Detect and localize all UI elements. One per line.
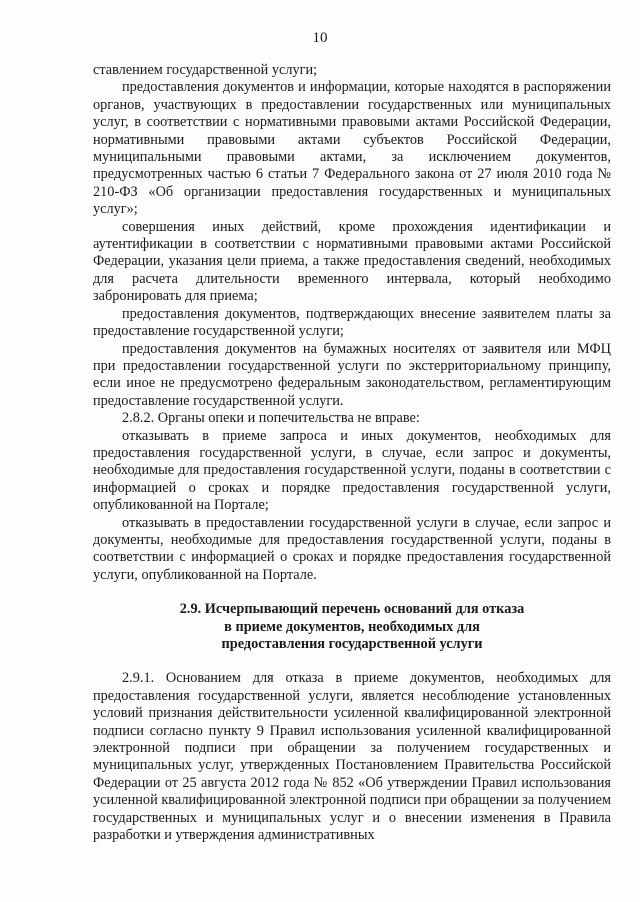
paragraph: ставлением государственной услуги; bbox=[93, 62, 318, 78]
page-number: 10 bbox=[312, 30, 328, 46]
section-heading-line: в приеме документов, необходимых для bbox=[224, 618, 480, 635]
document-body bbox=[93, 62, 611, 844]
paragraph: предоставления документов, подтверждающих внесение заявителем платы за предоставление государственной услуги; bbox=[93, 305, 611, 340]
paragraph: 2.8.2. Органы опеки и попечительства не вправе: bbox=[122, 410, 420, 427]
paragraph: отказывать в предоставлении государственной услуги в случае, если запрос и документы, необходимые для предоставления государственной услуги, поданы в соответствии с информацией о сроках и порядке предоставления государственной услуги, опубликованной на Портале. bbox=[93, 514, 611, 583]
paragraph: предоставления документов на бумажных носителях от заявителя или МФЦ при предоставлении государственной услуги по экстерриториальному принципу, если иное не предусмотрено федеральным законодательством, регламентирующим предоставление государственной услуги. bbox=[93, 340, 611, 409]
paragraph: предоставления документов и информации, которые находятся в распоряжении органов, участвующих в предоставлении государственных или муниципальных услуг, в соответствии с нормативными правовыми актами Российской Федерации, нормативными правовыми актами субъектов Российской Федерации, муниципальными правовыми актами, за исключением документов, предусмотренных частью 6 статьи 7 Федерального закона от 27 июля 2010 года № 210-ФЗ «Об организации предоставления государственных и муниципальных услуг»; bbox=[93, 79, 611, 218]
paragraph: совершения иных действий, кроме прохождения идентификации и аутентификации в соответствии с нормативными правовыми актами Российской Федерации, указания цели приема, а также предоставления сведений, необходимых для расчета длительности временного интервала, который необходимо забронировать для приема; bbox=[93, 218, 611, 305]
section-heading-line: предоставления государственной услуги bbox=[221, 636, 483, 652]
paragraph: 2.9.1. Основанием для отказа в приеме документов, необходимых для предоставления государственной услуги, является несоблюдение установленных условий признания действительности усиленной квалифицированной электронной подписи согласно пункту 9 Правил использования усиленной квалифицированной электронной подписи при обращении за получением государственных и муниципальных услуг, утвержденных Постановлением Правительства Российской Федерации от 25 августа 2012 года № 852 «Об утверждении Правил использования усиленной квалифицированной электронной подписи при обращении за получением государственных и муниципальных услуг и о внесении изменения в Правила разработки и утверждения административных bbox=[93, 670, 611, 844]
paragraph: отказывать в приеме запроса и иных документов, необходимых для предоставления государственной услуги, в случае, если запрос и документы, необходимые для предоставления государственной услуги, поданы в соответствии с информацией о сроках и порядке предоставления государственной услуги, опубликованной на Портале; bbox=[93, 427, 611, 514]
section-heading bbox=[93, 601, 611, 653]
section-heading-line: 2.9. Исчерпывающий перечень оснований для отказа bbox=[179, 601, 525, 618]
